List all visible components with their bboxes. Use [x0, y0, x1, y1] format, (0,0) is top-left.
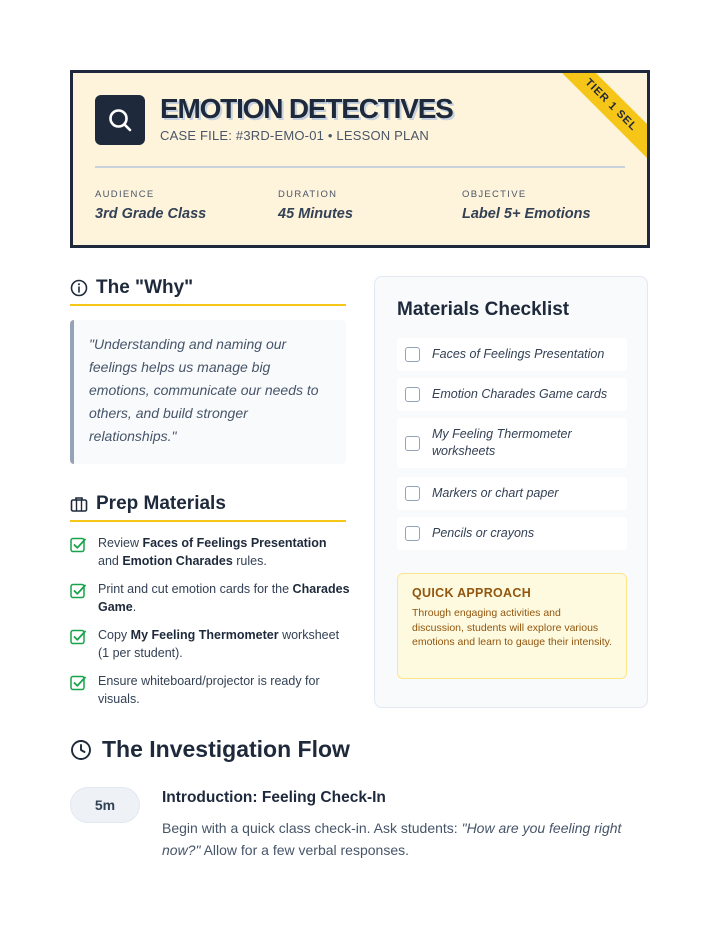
prep-heading-text: Prep Materials	[96, 493, 226, 514]
why-underline	[70, 304, 346, 306]
page-title: EMOTION DETECTIVES	[160, 93, 453, 124]
why-heading	[70, 277, 346, 299]
why-quote-text: "Understanding and naming our feelings helps us manage big emotions, communicate our needs to others, and build stronger relationships."	[89, 336, 319, 444]
checkbox[interactable]	[405, 436, 420, 451]
prep-heading	[70, 493, 346, 515]
meta-label: DURATION	[278, 189, 338, 200]
step-body: Begin with a quick class check-in. Ask students: "How are you feeling right now?" Allow for a few verbal responses.	[162, 820, 622, 858]
prep-item	[70, 627, 350, 662]
meta-value: 45 Minutes	[278, 206, 353, 222]
tier-ribbon: TIER 1 SEL	[546, 70, 650, 170]
flow-heading	[70, 736, 350, 763]
step-duration-badge: 5m	[70, 787, 140, 823]
check-square-icon	[70, 583, 86, 599]
quick-approach-title: QUICK APPROACH	[412, 586, 532, 600]
prep-item-text: Review Faces of Feelings Presentation and Emotion Charades rules.	[98, 536, 327, 568]
header-divider	[95, 166, 625, 168]
checkbox[interactable]	[405, 387, 420, 402]
info-icon	[70, 279, 88, 297]
quick-approach-body: Through engaging activities and discussion, students will explore various emotions and learn to gauge their intensity.	[412, 607, 613, 648]
prep-item-text: Copy My Feeling Thermometer worksheet (1 per student).	[98, 628, 340, 660]
prep-item	[70, 673, 350, 708]
checklist-item-label: Markers or chart paper	[432, 485, 559, 500]
why-heading-text: The "Why"	[96, 277, 194, 298]
step-title: Introduction: Feeling Check-In	[162, 789, 386, 806]
meta-value: Label 5+ Emotions	[462, 206, 591, 222]
checkbox[interactable]	[405, 347, 420, 362]
briefcase-icon	[70, 495, 88, 513]
case-file-card	[70, 70, 650, 248]
quick-approach-box	[397, 573, 627, 679]
checklist-item-label: Pencils or crayons	[432, 525, 535, 540]
materials-checklist	[374, 276, 648, 708]
checklist-item[interactable]	[397, 338, 627, 371]
check-square-icon	[70, 675, 86, 691]
case-file-subtitle: CASE FILE: #3RD-EMO-01 • LESSON PLAN	[160, 128, 429, 143]
checkbox[interactable]	[405, 526, 420, 541]
meta-objective	[462, 189, 632, 222]
meta-value: 3rd Grade Class	[95, 206, 207, 222]
checklist-item-label: Faces of Feelings Presentation	[432, 346, 605, 361]
prep-list	[70, 535, 350, 719]
checklist-item-label: Emotion Charades Game cards	[432, 386, 608, 401]
meta-duration	[278, 189, 448, 222]
meta-label: OBJECTIVE	[462, 189, 527, 200]
logo	[95, 95, 145, 145]
checklist-item-label: My Feeling Thermometer worksheets	[432, 426, 572, 458]
check-square-icon	[70, 629, 86, 645]
checkbox[interactable]	[405, 486, 420, 501]
prep-item-text: Ensure whiteboard/projector is ready for visuals.	[98, 674, 320, 706]
checklist-item[interactable]	[397, 418, 627, 468]
search-icon	[106, 106, 134, 134]
prep-underline	[70, 520, 346, 522]
checklist-item[interactable]	[397, 378, 627, 411]
checklist-item[interactable]	[397, 477, 627, 510]
prep-item-text: Print and cut emotion cards for the Charades Game.	[98, 582, 350, 614]
clock-icon	[70, 739, 92, 761]
flow-heading-text: The Investigation Flow	[102, 736, 350, 762]
checklist-item[interactable]	[397, 517, 627, 550]
why-quote	[70, 320, 346, 464]
check-square-icon	[70, 537, 86, 553]
materials-heading: Materials Checklist	[397, 299, 570, 320]
prep-item	[70, 535, 350, 570]
prep-item	[70, 581, 350, 616]
meta-label: AUDIENCE	[95, 189, 155, 200]
meta-audience	[95, 189, 265, 222]
